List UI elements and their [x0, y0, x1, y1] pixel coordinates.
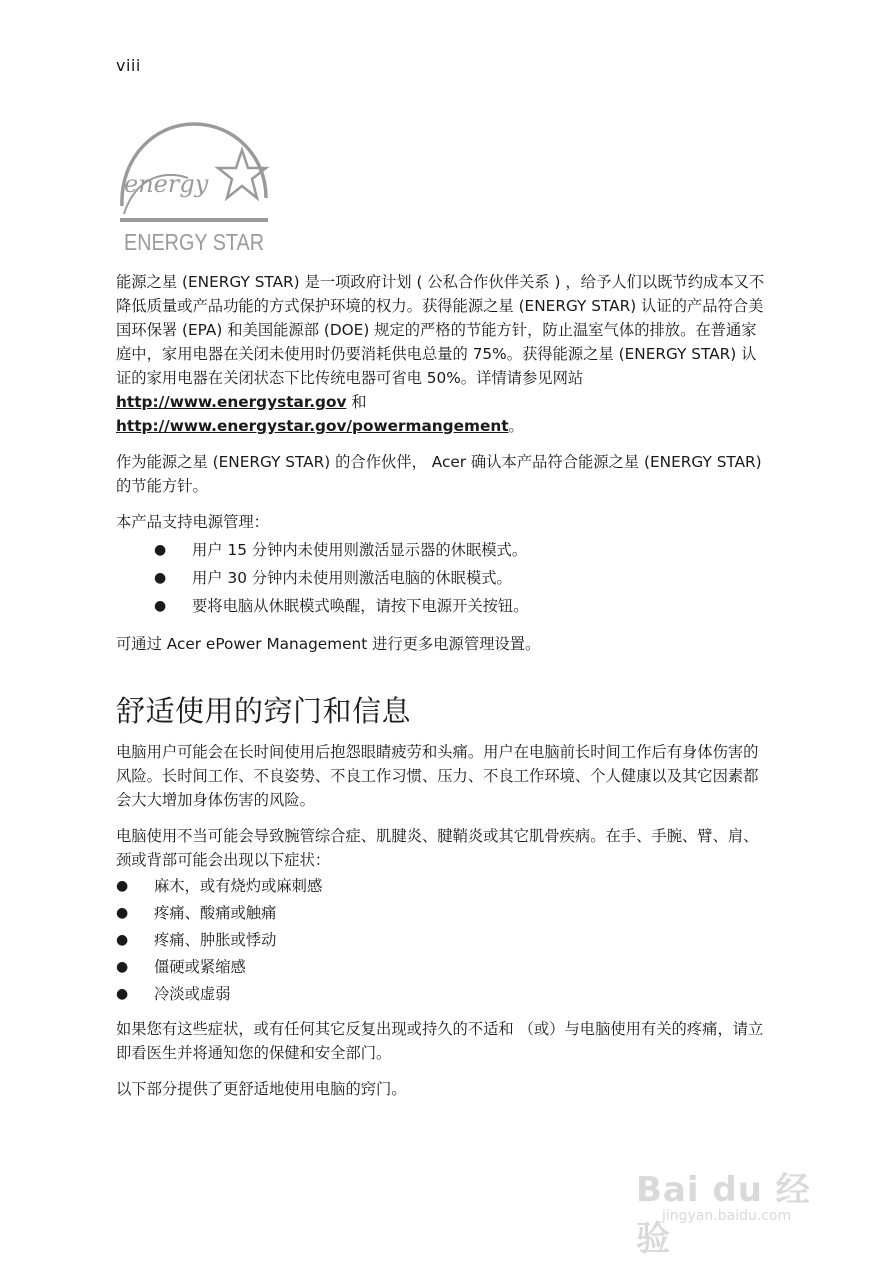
- energy-star-intro-text: 能源之星 (ENERGY STAR) 是一项政府计划 ( 公私合作伙伴关系 ) ，给予人们以既节约成本又不降低质量或产品功能的方式保护环境的权力。获得能源之星 (ENERGY STAR) 认证的产品符合美国环保署 (EPA) 和美国能源部 (DOE) 规定的严格的节能方针，防止温室气体的排放。在普通家庭中，家用电器在关闭未使用时仍要消耗供电总量的 75%。获得能源之星 (ENERGY STAR) 认证的家用电器在关闭状态下比传统电器可省电 50%。详情请参见网站: [116, 273, 765, 387]
- list-item: [156, 594, 766, 622]
- bullet-icon: ●: [116, 986, 129, 1002]
- list-item: [116, 955, 766, 982]
- list-item-text: 疼痛、酸痛或触痛: [154, 904, 277, 922]
- energy-star-intro: [116, 270, 766, 438]
- list-item: [116, 901, 766, 928]
- list-item: [156, 566, 766, 594]
- bullet-icon: ●: [154, 542, 167, 558]
- see-doctor-advice: 如果您有这些症状，或有任何其它反复出现或持久的不适和 （或）与电脑使用有关的疼痛，请立即看医生并将通知您的保健和安全部门。: [116, 1020, 764, 1062]
- main-content: [116, 270, 766, 1113]
- bullet-icon: ●: [154, 598, 167, 614]
- conjunction-text: 和: [346, 393, 367, 411]
- bullet-icon: ●: [154, 570, 167, 586]
- bullet-icon: ●: [116, 932, 129, 948]
- energy-script-text: energy: [124, 170, 209, 198]
- list-item-text: 用户 30 分钟内未使用则激活电脑的休眠模式。: [192, 569, 512, 587]
- energy-star-logo: [116, 118, 272, 258]
- baidu-watermark: [636, 1150, 836, 1259]
- period-text: 。: [508, 417, 524, 435]
- list-item-text: 疼痛、肿胀或悸动: [154, 931, 277, 949]
- page-number: viii: [116, 56, 141, 75]
- epower-management-note: 可通过 Acer ePower Management 进行更多电源管理设置。: [116, 635, 541, 653]
- list-item-text: 冷淡或虚弱: [154, 985, 231, 1003]
- bullet-icon: ●: [116, 878, 129, 894]
- symptoms-list: [116, 874, 766, 1009]
- bullet-icon: ●: [116, 959, 129, 975]
- section-heading: 舒适使用的窍门和信息: [116, 694, 412, 728]
- list-item: [116, 928, 766, 955]
- powermanagement-link[interactable]: http://www.energystar.gov/powermangement: [116, 417, 509, 435]
- watermark-url: jingyan.baidu.com: [662, 1208, 792, 1224]
- acer-partner-statement: 作为能源之星 (ENERGY STAR) 的合作伙伴， Acer 确认本产品符合能源之星 (ENERGY STAR) 的节能方针。: [116, 453, 762, 495]
- power-management-list: [116, 538, 766, 622]
- list-item-text: 要将电脑从休眠模式唤醒，请按下电源开关按钮。: [192, 597, 529, 615]
- energy-star-logo-icon: [116, 118, 272, 258]
- list-item-text: 用户 15 分钟内未使用则激活显示器的休眠模式。: [192, 541, 528, 559]
- energystar-link[interactable]: http://www.energystar.gov: [116, 393, 347, 411]
- bullet-icon: ●: [116, 905, 129, 921]
- watermark-brand: Bai du 经验: [636, 1170, 811, 1259]
- list-item: [116, 874, 766, 901]
- power-management-intro: 本产品支持电源管理：: [116, 513, 269, 531]
- following-section-note: 以下部分提供了更舒适地使用电脑的窍门。: [116, 1080, 407, 1098]
- list-item-text: 僵硬或紧缩感: [154, 958, 246, 976]
- symptoms-intro: 电脑使用不当可能会导致腕管综合症、肌腱炎、腱鞘炎或其它肌骨疾病。在手、手腕、臂、肩、颈或背部可能会出现以下症状：: [116, 827, 759, 869]
- list-item-text: 麻木，或有烧灼或麻刺感: [154, 877, 323, 895]
- energy-star-caption: ENERGY STAR: [124, 229, 264, 255]
- list-item: [116, 982, 766, 1009]
- comfort-intro: 电脑用户可能会在长时间使用后抱怨眼睛疲劳和头痛。用户在电脑前长时间工作后有身体伤害的风险。长时间工作、不良姿势、不良工作习惯、压力、不良工作环境、个人健康以及其它因素都会大大增加身体伤害的风险。: [116, 743, 759, 809]
- star-icon: [218, 150, 266, 198]
- list-item: [156, 538, 766, 566]
